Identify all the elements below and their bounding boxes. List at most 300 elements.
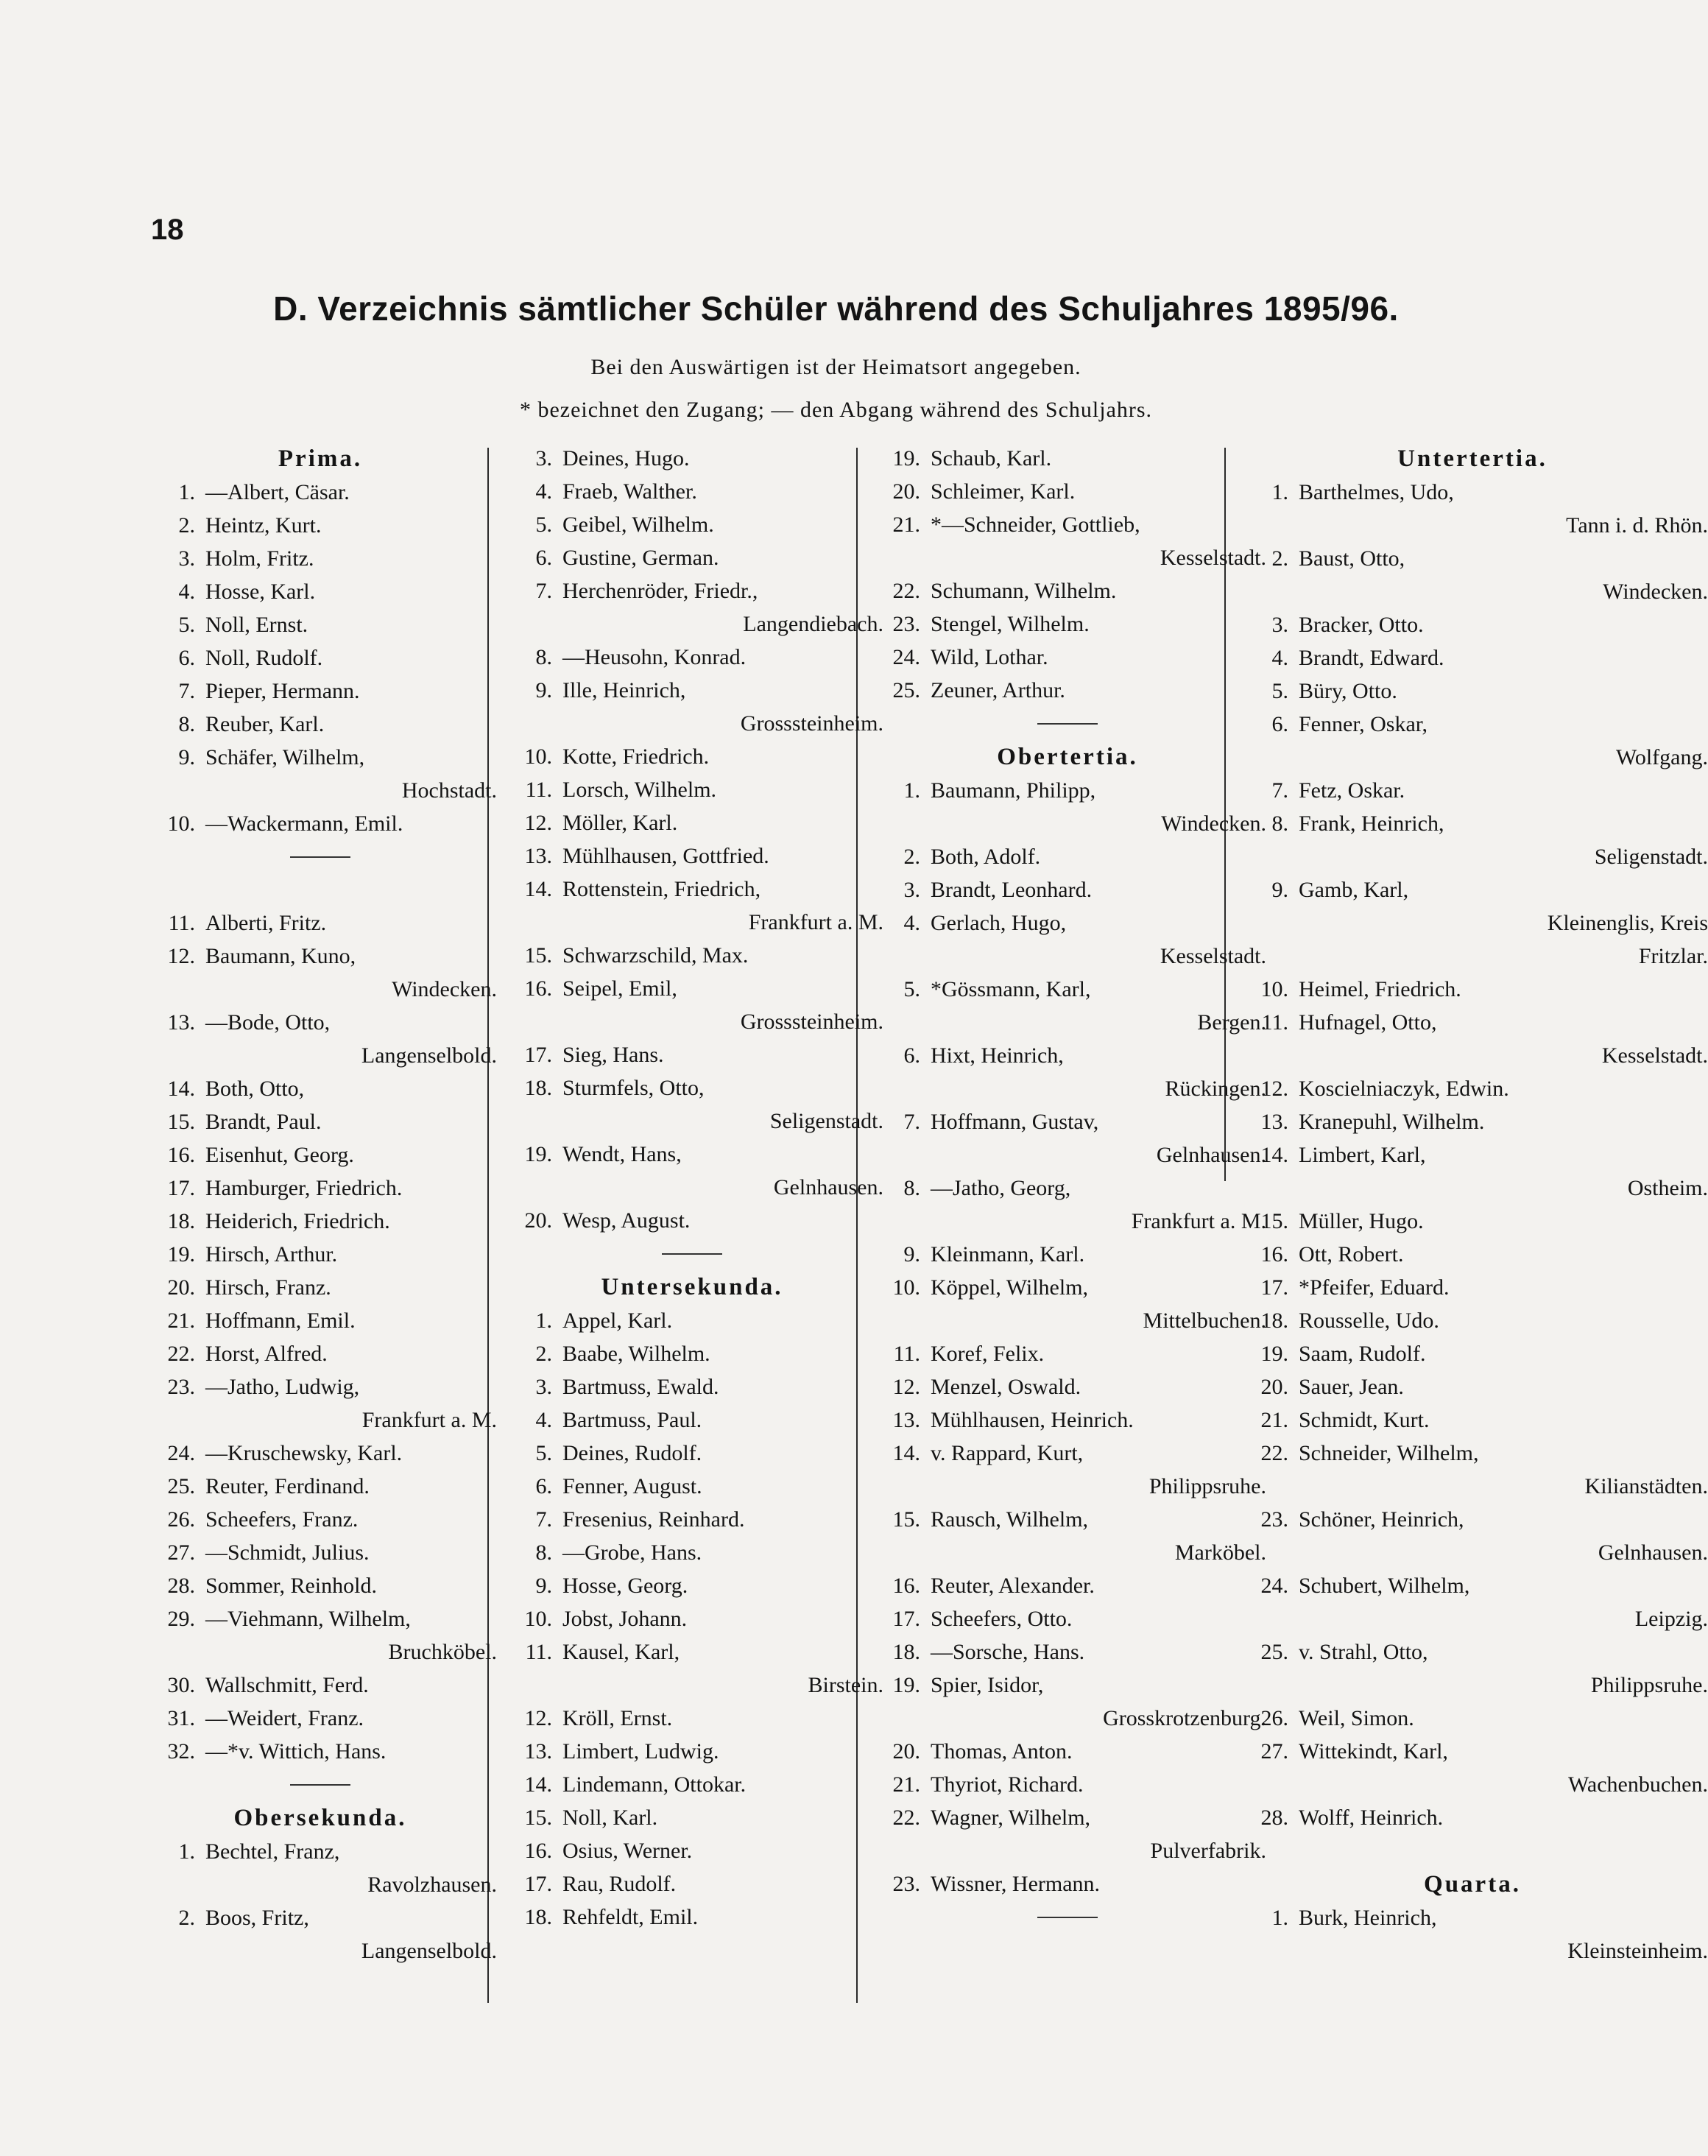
entry-number: 19. (892, 446, 920, 471)
student-entry (144, 741, 497, 774)
student-entry (501, 674, 883, 707)
student-entry (869, 1105, 1266, 1138)
student-entry (1237, 1072, 1708, 1105)
student-name: —Jatho, Georg, (931, 1176, 1071, 1200)
entry-number: 3. (1271, 613, 1288, 637)
student-entry (1237, 1304, 1708, 1337)
student-name: Stengel, Wilhelm. (931, 612, 1090, 636)
student-name: Müller, Hugo. (1299, 1209, 1424, 1233)
student-name: Wallschmitt, Ferd. (205, 1673, 369, 1697)
entry-number: 20. (524, 1208, 552, 1233)
student-entry (869, 1238, 1266, 1271)
entry-number: 21. (892, 512, 920, 537)
entry-hometown: Hochstadt. (401, 778, 497, 803)
student-entry (869, 1867, 1266, 1900)
entry-number: 6. (535, 546, 552, 570)
student-entry (501, 541, 883, 574)
student-name: Rottenstein, Friedrich, (562, 877, 761, 901)
entry-number: 23. (167, 1375, 195, 1399)
entry-number: 19. (524, 1142, 552, 1166)
student-entry (501, 1735, 883, 1768)
entry-number: 24. (167, 1441, 195, 1465)
student-entry (501, 740, 883, 773)
class-heading: Untersekunda. (601, 1274, 783, 1300)
student-entry (144, 1669, 497, 1702)
student-entry (869, 1337, 1266, 1370)
entry-number: 17. (167, 1176, 195, 1200)
student-entry (501, 939, 883, 972)
student-entry (869, 1635, 1266, 1669)
student-name: Horst, Alfred. (205, 1342, 328, 1366)
entry-number: 12. (524, 1706, 552, 1730)
student-name: Wittekindt, Karl, (1299, 1739, 1448, 1764)
student-entry (144, 708, 497, 741)
entry-number: 4. (903, 911, 920, 935)
entry-number: 17. (524, 1872, 552, 1896)
entry-number: 15. (1260, 1209, 1288, 1233)
entry-number: 3. (535, 1375, 552, 1399)
entry-number: 23. (1260, 1507, 1288, 1532)
entry-hometown: Ostheim. (1627, 1176, 1708, 1200)
student-name: Bartmuss, Ewald. (562, 1375, 719, 1399)
entry-hometown: Birstein. (808, 1673, 883, 1697)
separator-rule (869, 1900, 1266, 1934)
entry-number: 16. (892, 1574, 920, 1598)
student-name: v. Rappard, Kurt, (931, 1441, 1084, 1465)
student-entry (1237, 1138, 1708, 1172)
entry-number: 19. (167, 1242, 195, 1267)
student-name: Fresenius, Reinhard. (562, 1507, 745, 1532)
entry-number: 20. (167, 1275, 195, 1300)
student-entry (501, 1536, 883, 1569)
entry-number: 27. (1260, 1739, 1288, 1764)
separator-rule (144, 1768, 497, 1801)
student-name: Rehfeldt, Emil. (562, 1905, 699, 1929)
student-name: Hufnagel, Otto, (1299, 1010, 1437, 1035)
student-name: —Heusohn, Konrad. (562, 645, 747, 669)
student-name: Spier, Isidor, (931, 1673, 1044, 1697)
student-entry (144, 1536, 497, 1569)
student-entry (501, 972, 883, 1005)
entry-number: 18. (1260, 1308, 1288, 1333)
entry-number: 11. (1261, 1010, 1288, 1035)
entry-hometown: Philippsruhe. (1148, 1474, 1266, 1498)
student-entry (144, 807, 497, 840)
entry-number: 9. (178, 745, 195, 769)
student-name: Ott, Robert. (1299, 1242, 1404, 1267)
class-heading: Obersekunda. (233, 1805, 407, 1831)
entry-number: 14. (167, 1077, 195, 1101)
entry-number: 7. (1271, 778, 1288, 803)
student-name: Hoffmann, Gustav, (931, 1110, 1099, 1134)
student-entry (501, 1900, 883, 1934)
student-name: Wissner, Hermann. (931, 1872, 1101, 1896)
student-entry (869, 906, 1266, 940)
student-name: Bechtel, Franz, (205, 1839, 340, 1864)
entry-hometown: Kesselstadt. (1160, 944, 1266, 968)
student-entry (869, 1735, 1266, 1768)
entry-number: 28. (167, 1574, 195, 1598)
entry-number: 15. (167, 1110, 195, 1134)
student-name: Sommer, Reinhold. (205, 1574, 377, 1598)
entry-number: 13. (524, 1739, 552, 1764)
entry-number: 21. (167, 1308, 195, 1333)
entry-hometown: Pulverfabrik. (1150, 1839, 1266, 1863)
student-name: Baust, Otto, (1299, 546, 1405, 571)
student-entry (869, 1172, 1266, 1205)
student-entry (869, 1271, 1266, 1304)
entry-number: 7. (535, 579, 552, 603)
student-name: Fenner, Oskar, (1299, 712, 1428, 736)
student-entry (1237, 1702, 1708, 1735)
student-name: Jobst, Johann. (562, 1607, 688, 1631)
entry-hometown: Wolfgang. (1615, 745, 1708, 769)
entry-number: 5. (178, 613, 195, 637)
entry-number: 13. (1260, 1110, 1288, 1134)
column-2 (501, 442, 883, 1934)
entry-number: 9. (1271, 878, 1288, 902)
student-entry (501, 1834, 883, 1867)
student-name: Sauer, Jean. (1299, 1375, 1404, 1399)
spacer (144, 873, 497, 906)
student-name: Schleimer, Karl. (931, 479, 1076, 504)
student-entry (501, 1702, 883, 1735)
student-name: Barthelmes, Udo, (1299, 480, 1454, 504)
entry-number: 1. (1271, 1906, 1288, 1930)
entry-hometown: Leipzig. (1634, 1607, 1708, 1631)
entry-hometown: Tann i. d. Rhön. (1566, 513, 1708, 538)
student-entry (501, 1602, 883, 1635)
student-name: Holm, Fritz. (205, 546, 314, 571)
student-entry (144, 940, 497, 973)
entry-number: 11. (168, 911, 195, 935)
student-name: Sturmfels, Otto, (562, 1076, 705, 1100)
entry-number: 8. (178, 712, 195, 736)
student-entry (144, 1470, 497, 1503)
student-name: Hoffmann, Emil. (205, 1308, 356, 1333)
student-entry (501, 1569, 883, 1602)
student-name: Thomas, Anton. (931, 1739, 1073, 1764)
entry-hometown: Grosssteinheim. (740, 1010, 883, 1034)
student-entry (501, 1370, 883, 1403)
student-entry (501, 1204, 883, 1237)
student-name: Menzel, Oswald. (931, 1375, 1081, 1399)
entry-number: 18. (524, 1905, 552, 1929)
student-name: Schumann, Wilhelm. (931, 579, 1117, 603)
student-name: Hosse, Georg. (562, 1574, 688, 1598)
student-name: *—Schneider, Gottlieb, (931, 512, 1140, 537)
student-entry (144, 1602, 497, 1635)
student-name: Schwarzschild, Max. (562, 943, 749, 968)
student-name: Bartmuss, Paul. (562, 1408, 702, 1432)
student-entry (501, 1801, 883, 1834)
entry-number: 13. (167, 1010, 195, 1035)
student-name: Fetz, Oskar. (1299, 778, 1405, 803)
entry-number: 5. (535, 512, 552, 537)
entry-hometown: Grosssteinheim. (740, 711, 883, 736)
student-name: Weil, Simon. (1299, 1706, 1414, 1730)
student-name: —Viehmann, Wilhelm, (205, 1607, 411, 1631)
student-entry (144, 1006, 497, 1039)
student-entry (1237, 1569, 1708, 1602)
student-name: —Grobe, Hans. (562, 1540, 702, 1565)
student-name: Frank, Heinrich, (1299, 811, 1444, 836)
entry-hometown: Marköbel. (1174, 1540, 1266, 1565)
entry-number: 7. (903, 1110, 920, 1134)
entry-number: 14. (524, 877, 552, 901)
entry-number: 8. (535, 1540, 552, 1565)
student-entry (501, 442, 883, 475)
entry-hometown: Frankfurt a. M. (361, 1408, 497, 1432)
entry-number: 4. (535, 479, 552, 504)
entry-number: 18. (167, 1209, 195, 1233)
entry-number: 1. (1271, 480, 1288, 504)
entry-number: 21. (1260, 1408, 1288, 1432)
student-entry (501, 1304, 883, 1337)
student-name: Mühlhausen, Heinrich. (931, 1408, 1134, 1432)
class-heading: Quarta. (1424, 1871, 1521, 1898)
student-name: Deines, Hugo. (562, 446, 690, 471)
student-name: Schmidt, Kurt. (1299, 1408, 1430, 1432)
separator-rule (869, 707, 1266, 740)
student-entry (1237, 1370, 1708, 1403)
student-name: Limbert, Karl, (1299, 1143, 1426, 1167)
page-title: D. Verzeichnis sämtlicher Schüler während des Schuljahres 1895/96. (273, 289, 1399, 328)
student-entry (1237, 1238, 1708, 1271)
student-entry (144, 1072, 497, 1105)
student-name: Limbert, Ludwig. (562, 1739, 719, 1764)
student-name: Zeuner, Arthur. (931, 678, 1065, 702)
student-entry (869, 574, 1266, 607)
column-3 (869, 442, 1266, 1934)
entry-number: 14. (524, 1772, 552, 1797)
entry-number: 2. (178, 1906, 195, 1930)
student-entry (501, 1470, 883, 1503)
student-name: Baumann, Kuno, (205, 944, 356, 968)
student-name: Schneider, Wilhelm, (1299, 1441, 1479, 1465)
entry-number: 8. (1271, 811, 1288, 836)
student-name: Scheefers, Franz. (205, 1507, 359, 1532)
entry-number: 17. (524, 1043, 552, 1067)
entry-number: 11. (893, 1342, 920, 1366)
entry-number: 24. (892, 645, 920, 669)
entry-number: 19. (892, 1673, 920, 1697)
entry-number: 3. (178, 546, 195, 571)
student-entry (501, 574, 883, 607)
entry-hometown: Kleinsteinheim. (1567, 1939, 1708, 1963)
entry-hometown: Rückingen. (1165, 1077, 1266, 1101)
entry-number: 14. (1260, 1143, 1288, 1167)
entry-number: 13. (892, 1408, 920, 1432)
student-entry (1237, 1205, 1708, 1238)
student-entry (1237, 1901, 1708, 1934)
student-entry (144, 641, 497, 674)
entry-hometown: Gelnhausen. (773, 1175, 883, 1199)
class-heading: Prima. (278, 445, 363, 472)
student-entry (1237, 542, 1708, 575)
student-name: Schubert, Wilhelm, (1299, 1574, 1470, 1598)
student-entry (869, 1569, 1266, 1602)
entry-number: 20. (892, 479, 920, 504)
page-number: 18 (151, 214, 184, 246)
student-entry (869, 1503, 1266, 1536)
student-name: Kröll, Ernst. (562, 1706, 673, 1730)
entry-number: 26. (167, 1507, 195, 1532)
entry-hometown: Kesselstadt. (1160, 546, 1266, 570)
student-entry (144, 1138, 497, 1172)
entry-hometown: Wachenbuchen. (1568, 1772, 1708, 1797)
entry-number: 6. (535, 1474, 552, 1498)
entry-number: 2. (535, 1342, 552, 1366)
entry-number: 27. (167, 1540, 195, 1565)
class-heading: Obertertia. (997, 744, 1138, 770)
entry-number: 2. (1271, 546, 1288, 571)
student-name: Appel, Karl. (562, 1308, 673, 1333)
student-entry (869, 1801, 1266, 1834)
entry-number: 11. (525, 778, 552, 802)
entry-number: 10. (524, 744, 552, 769)
student-entry (1237, 1735, 1708, 1768)
student-entry (869, 1039, 1266, 1072)
student-name: Wild, Lothar. (931, 645, 1048, 669)
student-name: Schöner, Heinrich, (1299, 1507, 1464, 1532)
entry-hometown: Bergen. (1197, 1010, 1266, 1035)
student-name: Reuter, Ferdinand. (205, 1474, 370, 1498)
student-entry (501, 773, 883, 806)
student-name: Boos, Fritz, (205, 1906, 309, 1930)
student-entry (501, 1768, 883, 1801)
student-name: Saam, Rudolf. (1299, 1342, 1426, 1366)
entry-hometown: Frankfurt a. M. (1131, 1209, 1266, 1233)
entry-number: 2. (178, 513, 195, 538)
student-name: Baumann, Philipp, (931, 778, 1096, 803)
student-name: Hixt, Heinrich, (931, 1043, 1064, 1068)
student-name: Fraeb, Walther. (562, 479, 697, 504)
student-entry (144, 1503, 497, 1536)
student-name: Hosse, Karl. (205, 579, 316, 604)
student-name: Deines, Rudolf. (562, 1441, 702, 1465)
student-name: Sieg, Hans. (562, 1043, 664, 1067)
student-entry (869, 607, 1266, 641)
student-name: Seipel, Emil, (562, 976, 677, 1001)
entry-number: 6. (178, 646, 195, 670)
entry-number: 9. (903, 1242, 920, 1267)
entry-number: 23. (892, 1872, 920, 1896)
entry-number: 16. (1260, 1242, 1288, 1267)
student-entry (501, 1071, 883, 1105)
student-entry (144, 906, 497, 940)
student-entry (1237, 1503, 1708, 1536)
student-entry (501, 1503, 883, 1536)
student-entry (144, 1304, 497, 1337)
entry-number: 26. (1260, 1706, 1288, 1730)
student-entry (1237, 873, 1708, 906)
entry-hometown: Frankfurt a. M. (748, 910, 883, 934)
entry-number: 21. (892, 1772, 920, 1797)
student-entry (144, 1238, 497, 1271)
student-entry (144, 1702, 497, 1735)
student-name: Heiderich, Friedrich. (205, 1209, 390, 1233)
student-entry (501, 475, 883, 508)
spacer (1237, 1834, 1708, 1867)
entry-number: 9. (535, 1574, 552, 1598)
entry-hometown: Bruchköbel. (388, 1640, 497, 1664)
student-entry (501, 1437, 883, 1470)
class-heading: Untertertia. (1397, 445, 1548, 472)
student-name: v. Strahl, Otto, (1299, 1640, 1428, 1664)
entry-number: 29. (167, 1607, 195, 1631)
entry-number: 7. (178, 679, 195, 703)
entry-hometown: Gelnhausen. (1598, 1540, 1708, 1565)
entry-number: 25. (1260, 1640, 1288, 1664)
entry-number: 16. (167, 1143, 195, 1167)
student-name: Koscielniaczyk, Edwin. (1299, 1077, 1509, 1101)
student-entry (869, 475, 1266, 508)
entry-number: 3. (903, 878, 920, 902)
student-entry (869, 873, 1266, 906)
entry-hometown: Seligenstadt. (769, 1109, 883, 1133)
student-entry (869, 1370, 1266, 1403)
entry-number: 22. (1260, 1441, 1288, 1465)
student-entry (144, 608, 497, 641)
entry-number: 25. (892, 678, 920, 702)
entry-number: 17. (1260, 1275, 1288, 1300)
student-name: Reuber, Karl. (205, 712, 325, 736)
student-name: Brandt, Paul. (205, 1110, 322, 1134)
student-entry (144, 1172, 497, 1205)
entry-number: 12. (524, 811, 552, 835)
entry-hometown: Kilianstädten. (1584, 1474, 1708, 1498)
student-entry (144, 1835, 497, 1868)
student-name: —Weidert, Franz. (205, 1706, 364, 1730)
student-name: Kleinmann, Karl. (931, 1242, 1085, 1267)
entry-number: 23. (892, 612, 920, 636)
student-entry (869, 674, 1266, 707)
student-entry (144, 1105, 497, 1138)
entry-hometown: Langenselbold. (361, 1939, 497, 1963)
subtitle-hometown-note: Bei den Auswärtigen ist der Heimatsort angegeben. (590, 355, 1081, 379)
entry-number: 11. (525, 1640, 552, 1664)
entry-number: 5. (535, 1441, 552, 1465)
entry-number: 3. (535, 446, 552, 471)
student-entry (501, 508, 883, 541)
student-entry (869, 1403, 1266, 1437)
student-name: Koref, Felix. (931, 1342, 1045, 1366)
entry-number: 20. (892, 1739, 920, 1764)
entry-hometown: Grosskrotzenburg. (1103, 1706, 1266, 1730)
entry-number: 4. (535, 1408, 552, 1432)
student-entry (1237, 1271, 1708, 1304)
student-name: Gustine, German. (562, 546, 719, 570)
entry-number: 10. (524, 1607, 552, 1631)
student-name: Schaub, Karl. (931, 446, 1052, 471)
entry-number: 1. (178, 480, 195, 504)
entry-number: 5. (1271, 679, 1288, 703)
entry-number: 12. (1260, 1077, 1288, 1101)
student-entry (144, 1337, 497, 1370)
entry-number: 25. (167, 1474, 195, 1498)
student-entry (144, 1205, 497, 1238)
separator-rule (501, 1237, 883, 1270)
student-entry (501, 1403, 883, 1437)
student-entry (144, 1370, 497, 1403)
student-entry (144, 476, 497, 509)
student-name: Hirsch, Franz. (205, 1275, 331, 1300)
student-entry (501, 641, 883, 674)
entry-number: 8. (903, 1176, 920, 1200)
student-name: Möller, Karl. (562, 811, 678, 835)
student-entry (144, 1271, 497, 1304)
